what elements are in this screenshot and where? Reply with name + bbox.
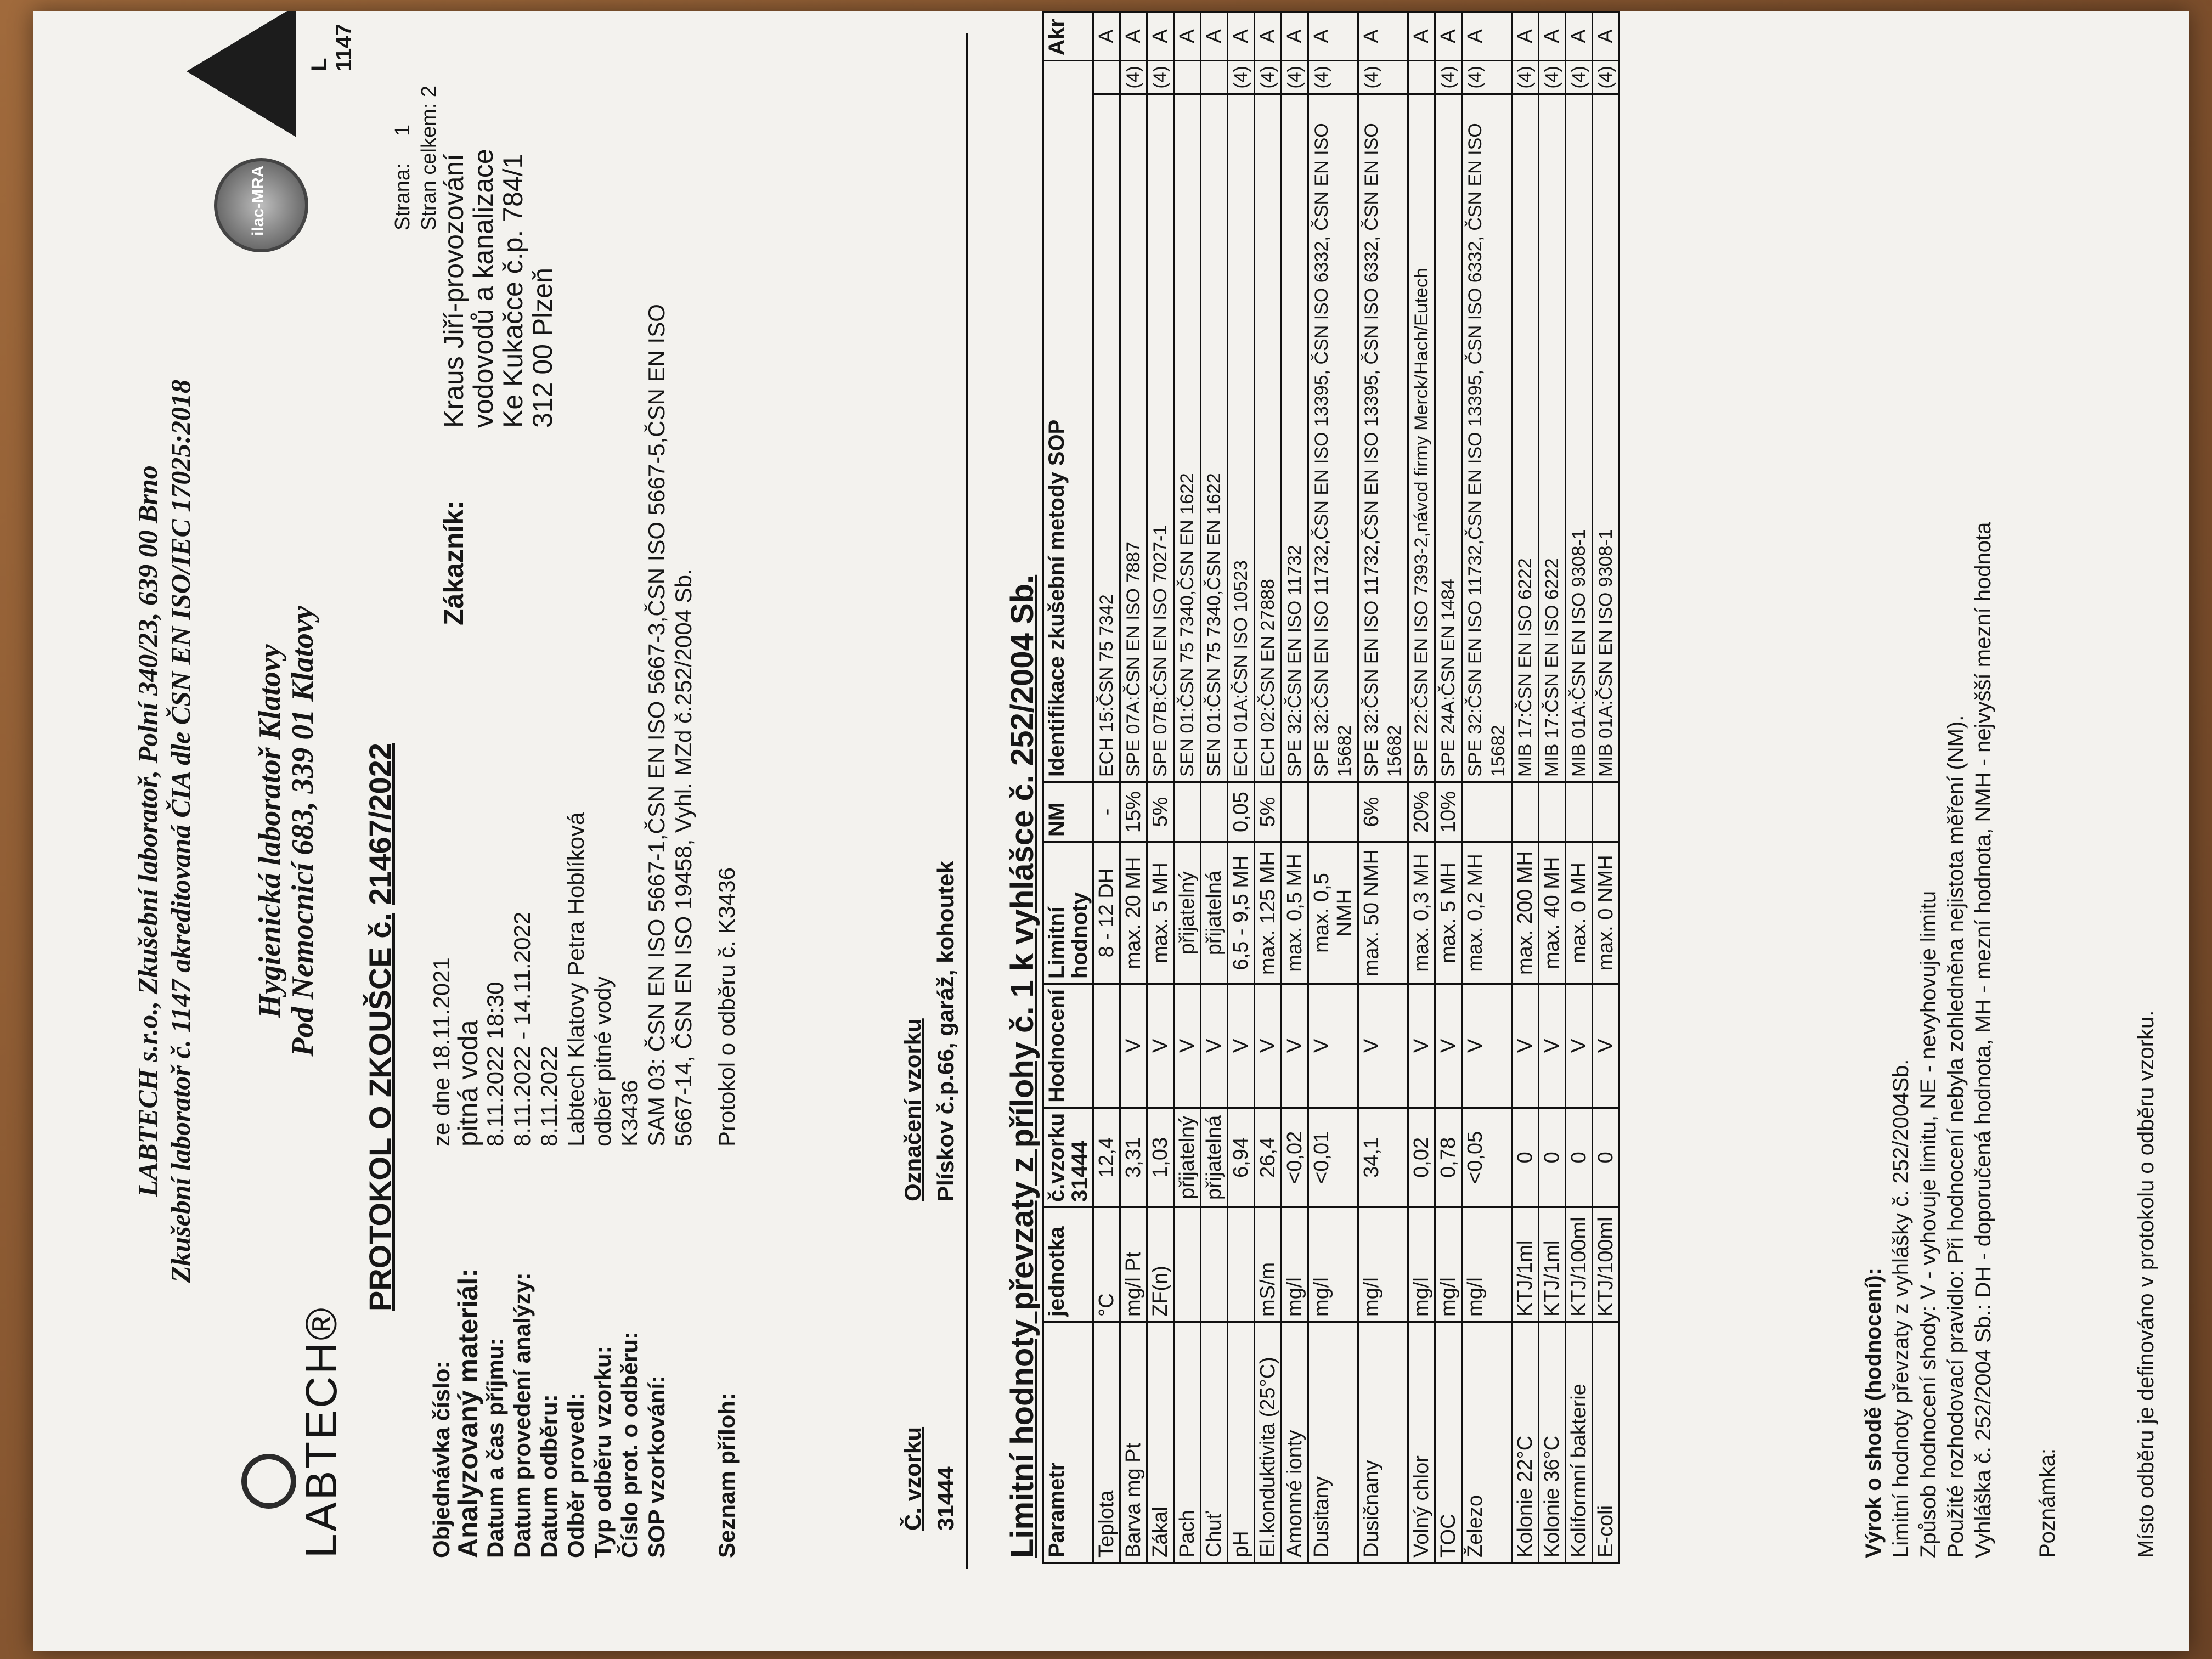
cell-nm [1512, 782, 1539, 842]
cell-nm [1201, 782, 1228, 842]
cell-method: SEN 01:ČSN 75 7340,ČSN EN 1622 [1174, 94, 1201, 782]
cell-method: MIB 01A:ČSN EN ISO 9308-1 [1593, 94, 1620, 782]
sample-label: Plískov č.p.66, garáž, kohoutek [933, 861, 958, 1201]
cell-evaluation: V [1539, 984, 1566, 1108]
col-nm: NM [1043, 782, 1093, 842]
cell-accreditation: A [1408, 12, 1435, 61]
cell-evaluation: V [1147, 984, 1174, 1108]
cell-unit: °C [1093, 1207, 1120, 1322]
col-unit: jednotka [1043, 1207, 1093, 1322]
verdict-block [1860, 522, 1997, 1558]
verdict-line: Použité rozhodovací pravidlo: Při hodnocení nebyla zohledněna nejistota měření (NM). [1944, 715, 1968, 1558]
cell-unit: KTJ/100ml [1566, 1207, 1593, 1322]
table-row [1147, 12, 1174, 1563]
cell-method: ECH 15:ČSN 75 7342 [1093, 94, 1120, 782]
meta-value: Protokol o odběru č. K3436 [714, 867, 740, 1147]
cell-accreditation: A [1462, 12, 1512, 61]
cell-parameter: Chuť [1201, 1322, 1228, 1563]
cell-method: ECH 01A:ČSN ISO 10523 [1228, 94, 1255, 782]
cell-accreditation: A [1282, 12, 1308, 61]
cell-ref: (4) [1255, 61, 1282, 94]
cell-evaluation: V [1282, 984, 1308, 1108]
cell-accreditation: A [1228, 12, 1255, 61]
cell-method: ECH 02:ČSN EN 27888 [1255, 94, 1282, 782]
cell-method: SPE 24A:ČSN EN 1484 [1435, 94, 1462, 782]
cell-value: <0,05 [1462, 1108, 1512, 1207]
cell-unit [1228, 1207, 1255, 1322]
customer-label: Zákazník: [438, 500, 469, 625]
protocol-title [362, 743, 398, 1311]
meta-value: odběr pitné vody [590, 976, 616, 1147]
cell-ref: (4) [1512, 61, 1539, 94]
sample-id: 31444 [933, 1466, 958, 1531]
pages-total-label: Stran celkem: [417, 103, 441, 230]
cell-parameter: E-coli [1593, 1322, 1620, 1563]
cell-accreditation: A [1593, 12, 1620, 61]
cell-value: <0,02 [1282, 1108, 1308, 1207]
lab-address: Pod Nemocnicí 683, 339 01 Klatovy [286, 606, 320, 1057]
meta-value: K3436 [617, 1080, 642, 1147]
cell-unit: mg/l [1358, 1207, 1408, 1322]
header-company-line: LABTECH s.r.o., Zkušební laboratoř, Polní 340/23, 639 00 Brno [132, 465, 163, 1197]
meta-key: Seznam příloh: [714, 1392, 740, 1558]
cell-unit: mg/l [1408, 1207, 1435, 1322]
table-row [1255, 12, 1282, 1563]
meta-value: 8.11.2022 - 14.11.2022 [509, 911, 535, 1147]
cell-value: 26,4 [1255, 1108, 1282, 1207]
cell-accreditation: A [1120, 12, 1147, 61]
col-sample-value: č.vzorku 31444 [1043, 1108, 1093, 1207]
cell-method: SPE 32:ČSN EN ISO 11732,ČSN EN ISO 13395, ČSN ISO 6332, ČSN EN ISO 15682 [1308, 94, 1358, 782]
cell-unit: mg/l [1462, 1207, 1512, 1322]
cell-unit: ZF(n) [1147, 1207, 1174, 1322]
meta-value: SAM 03: ČSN EN ISO 5667-1,ČSN EN ISO 5667-3,ČSN ISO 5667-5,ČSN EN ISO 5667-14, ČSN EN ISO 19458, Vyhl. MZd č.252/2004 Sb. [644, 304, 696, 1147]
cell-nm: 0,05 [1228, 782, 1255, 842]
page-value: 1 [391, 124, 414, 137]
cell-ref: (4) [1539, 61, 1566, 94]
sample-id-header: Č. vzorku [900, 1426, 926, 1531]
verdict-line: Způsob hodnocení shody: V - vyhovuje limitu, NE - nevyhovuje limitu [1916, 890, 1940, 1558]
meta-row [616, 269, 643, 1558]
cia-code: L 1147 [307, 24, 356, 71]
protocol-label: PROTOKOL O ZKOUŠCE č. [363, 912, 397, 1311]
cell-value: 0,78 [1435, 1108, 1462, 1207]
cell-value: 1,03 [1147, 1108, 1174, 1207]
cell-parameter: TOC [1435, 1322, 1462, 1563]
note-label: Poznámka: [2035, 1448, 2059, 1558]
cell-limit: max. 125 MH [1255, 842, 1282, 984]
cell-evaluation: V [1174, 984, 1201, 1108]
pages-total-value: 2 [417, 85, 441, 98]
meta-value: ze dne 18.11.2021 [428, 957, 454, 1147]
ilac-mra-badge-icon [214, 158, 308, 252]
table-row [1539, 12, 1566, 1563]
cell-method: SPE 32:ČSN EN ISO 11732,ČSN EN ISO 13395, ČSN ISO 6332, ČSN EN ISO 15682 [1462, 94, 1512, 782]
cell-limit: 8 - 12 DH [1093, 842, 1120, 984]
meta-value: 8.11.2022 [536, 1046, 562, 1147]
cell-unit: mg/l [1435, 1207, 1462, 1322]
meta-key: Datum odběru: [536, 1394, 562, 1558]
meta-key: Odběr provedl: [563, 1392, 589, 1558]
cell-method: SPE 32:ČSN EN ISO 11732,ČSN EN ISO 13395, ČSN ISO 6332, ČSN EN ISO 15682 [1358, 94, 1408, 782]
cell-parameter: El.konduktivita (25°C) [1255, 1322, 1282, 1563]
meta-row [713, 269, 740, 1558]
cell-value: 0,02 [1408, 1108, 1435, 1207]
cell-limit: max. 5 MH [1435, 842, 1462, 984]
cell-nm [1539, 782, 1566, 842]
cell-ref: (4) [1228, 61, 1255, 94]
table-row [1358, 12, 1408, 1563]
cell-evaluation: V [1358, 984, 1408, 1108]
meta-value: 8.11.2022 18:30 [482, 981, 508, 1147]
table-row [1512, 12, 1539, 1563]
customer-block [439, 44, 557, 625]
table-row [1593, 12, 1620, 1563]
cell-accreditation: A [1174, 12, 1201, 61]
cell-nm [1462, 782, 1512, 842]
cell-nm: 5% [1255, 782, 1282, 842]
meta-row [643, 269, 697, 1558]
table-row [1308, 12, 1358, 1563]
cell-value: <0,01 [1308, 1108, 1358, 1207]
cell-method: SPE 22:ČSN EN ISO 7393-2,návod firmy Merck/Hach/Eutech [1408, 94, 1435, 782]
cell-unit [1201, 1207, 1228, 1322]
cell-value: přijatelná [1201, 1108, 1228, 1207]
cell-limit: max. 40 MH [1539, 842, 1566, 984]
verdict-title: Výrok o shodě (hodnocení): [1861, 1268, 1886, 1558]
cell-accreditation: A [1201, 12, 1228, 61]
cell-evaluation [1093, 984, 1120, 1108]
cell-parameter: Kolonie 36°C [1539, 1322, 1566, 1563]
cell-nm: 20% [1408, 782, 1435, 842]
table-row [1282, 12, 1308, 1563]
sample-label-header: Označení vzorku [900, 1018, 926, 1201]
cell-parameter: Volný chlor [1408, 1322, 1435, 1563]
col-accreditation: Akr [1043, 12, 1093, 61]
cell-value: 0 [1512, 1108, 1539, 1207]
cell-method: SEN 01:ČSN 75 7340,ČSN EN 1622 [1201, 94, 1228, 782]
table-row [1435, 12, 1462, 1563]
cia-accreditation-icon [187, 11, 296, 137]
table-row [1120, 12, 1147, 1563]
page-label: Strana: [391, 163, 414, 230]
cell-nm: 6% [1358, 782, 1408, 842]
cell-method: MIB 17:ČSN EN ISO 6222 [1512, 94, 1539, 782]
cell-method: SPE 07A:ČSN EN ISO 7887 [1120, 94, 1147, 782]
cell-evaluation: V [1566, 984, 1593, 1108]
cell-parameter: Zákal [1147, 1322, 1174, 1563]
sampling-place-note: Místo odběru je definováno v protokolu o odběru vzorku. [2134, 1010, 2158, 1558]
meta-value: pitná voda [453, 1020, 483, 1147]
page-info [390, 86, 442, 230]
header-accreditation-line: Zkušební laboratoř č. 1147 akreditovaná ČIA dle ČSN EN ISO/IEC 17025:2018 [165, 379, 196, 1283]
cell-nm [1282, 782, 1308, 842]
cell-limit: max. 5 MH [1147, 842, 1174, 984]
cell-limit: přijatelná [1201, 842, 1228, 984]
cell-ref: (4) [1282, 61, 1308, 94]
cell-nm [1593, 782, 1620, 842]
table-header-row [1043, 12, 1093, 1563]
protocol-number: 21467/2022 [363, 743, 397, 905]
cell-value: 6,94 [1228, 1108, 1255, 1207]
customer-line: Ke Kukačce č.p. 784/1 [498, 153, 528, 428]
cell-ref: (4) [1593, 61, 1620, 94]
customer-line: Kraus Jiří-provozování vodovodů a kanalizace [438, 149, 499, 428]
cell-value: 12,4 [1093, 1108, 1120, 1207]
cell-accreditation: A [1435, 12, 1462, 61]
verdict-line: Limitní hodnoty převzaty z vyhlášky č. 252/2004Sb. [1889, 1059, 1913, 1558]
col-limit: Limitní hodnoty [1043, 842, 1093, 984]
table-row [1462, 12, 1512, 1563]
cell-ref: (4) [1566, 61, 1593, 94]
cell-parameter: Barva mg Pt [1120, 1322, 1147, 1563]
table-row [1408, 12, 1435, 1563]
cell-method: MIB 17:ČSN EN ISO 6222 [1539, 94, 1566, 782]
divider [966, 33, 968, 1569]
cell-value: přijatelný [1174, 1108, 1201, 1207]
cell-parameter: Amonné ionty [1282, 1322, 1308, 1563]
cell-evaluation: V [1462, 984, 1512, 1108]
table-row [1174, 12, 1201, 1563]
cell-parameter: Teplota [1093, 1322, 1120, 1563]
results-table [1042, 11, 1620, 1564]
meta-row [562, 269, 589, 1558]
cell-nm: - [1093, 782, 1120, 842]
cell-parameter: Dusičnany [1358, 1322, 1408, 1563]
cell-nm [1308, 782, 1358, 842]
cell-evaluation: V [1255, 984, 1282, 1108]
cell-limit: přijatelný [1174, 842, 1201, 984]
cell-accreditation: A [1308, 12, 1358, 61]
cell-value: 0 [1593, 1108, 1620, 1207]
meta-key: SOP vzorkování: [644, 1375, 669, 1558]
cell-limit: max. 0,3 MH [1408, 842, 1435, 984]
cell-ref: (4) [1120, 61, 1147, 94]
cell-ref [1093, 61, 1120, 94]
cell-accreditation: A [1566, 12, 1593, 61]
verdict-line: Vyhláška č. 252/2004 Sb.: DH - doporučená hodnota, MH - mezní hodnota, NMH - nejvyšší mezní hodnota [1971, 522, 1995, 1558]
meta-key: Datum a čas příjmu: [482, 1338, 508, 1558]
labtech-logo-text: LABTECH® [297, 1306, 346, 1558]
cell-limit: max. 0 NMH [1593, 842, 1620, 984]
cell-ref [1201, 61, 1228, 94]
cell-evaluation: V [1308, 984, 1358, 1108]
cell-accreditation: A [1539, 12, 1566, 61]
cell-value: 34,1 [1358, 1108, 1408, 1207]
table-row [1228, 12, 1255, 1563]
ilac-badge-text: ilac-MRA [249, 165, 267, 236]
cell-nm: 5% [1147, 782, 1174, 842]
cell-unit: KTJ/1ml [1512, 1207, 1539, 1322]
meta-row [589, 269, 616, 1558]
cell-evaluation: V [1408, 984, 1435, 1108]
table-row [1093, 12, 1120, 1563]
cell-method: MIB 01A:ČSN EN ISO 9308-1 [1566, 94, 1593, 782]
cell-accreditation: A [1147, 12, 1174, 61]
cell-limit: max. 200 MH [1512, 842, 1539, 984]
cell-unit: mg/l [1308, 1207, 1358, 1322]
meta-key: Analyzovaný materiál: [453, 1268, 483, 1558]
cell-parameter: Koliformní bakterie [1566, 1322, 1593, 1563]
cell-unit [1174, 1207, 1201, 1322]
meta-key: Objednávka číslo: [428, 1361, 454, 1558]
cell-ref [1174, 61, 1201, 94]
protocol-page [33, 11, 2189, 1651]
cell-ref: (4) [1147, 61, 1174, 94]
col-method: Identifikace zkušební metody SOP [1043, 61, 1093, 782]
cell-ref: (4) [1435, 61, 1462, 94]
cell-parameter: Železo [1462, 1322, 1512, 1563]
col-evaluation: Hodnocení [1043, 984, 1093, 1108]
meta-key: Datum provedení analýzy: [509, 1272, 535, 1558]
cell-value: 3,31 [1120, 1108, 1147, 1207]
cell-method: SPE 07B:ČSN EN ISO 7027-1 [1147, 94, 1174, 782]
cell-ref: (4) [1358, 61, 1408, 94]
cell-parameter: pH [1228, 1322, 1255, 1563]
cell-parameter: Kolonie 22°C [1512, 1322, 1539, 1563]
cell-accreditation: A [1358, 12, 1408, 61]
table-row [1201, 12, 1228, 1563]
meta-value: Labtech Klatovy Petra Hoblíková [563, 812, 589, 1147]
cell-parameter: Pach [1174, 1322, 1201, 1563]
cell-ref: (4) [1308, 61, 1358, 94]
cell-limit: max. 0,2 MH [1462, 842, 1512, 984]
cell-parameter: Dusitany [1308, 1322, 1358, 1563]
col-parameter: Parametr [1043, 1322, 1093, 1563]
cell-limit: max. 50 NMH [1358, 842, 1408, 984]
cell-limit: max. 0,5 MH [1282, 842, 1308, 984]
meta-key: Typ odběru vzorku: [590, 1346, 616, 1558]
cell-accreditation: A [1512, 12, 1539, 61]
cell-unit: KTJ/100ml [1593, 1207, 1620, 1322]
cell-unit: KTJ/1ml [1539, 1207, 1566, 1322]
cell-accreditation: A [1255, 12, 1282, 61]
cell-value: 0 [1566, 1108, 1593, 1207]
cell-method: SPE 32:ČSN EN ISO 11732 [1282, 94, 1308, 782]
cell-unit: mS/m [1255, 1207, 1282, 1322]
cell-evaluation: V [1120, 984, 1147, 1108]
cell-nm [1174, 782, 1201, 842]
table-row [1566, 12, 1593, 1563]
cell-ref: (4) [1462, 61, 1512, 94]
cell-limit: 6,5 - 9,5 MH [1228, 842, 1255, 984]
cell-limit: max. 0 MH [1566, 842, 1593, 984]
cell-evaluation: V [1435, 984, 1462, 1108]
cell-unit: mg/l [1282, 1207, 1308, 1322]
cell-nm: 15% [1120, 782, 1147, 842]
lab-name: Hygienická laboratoř Klatovy [253, 644, 287, 1018]
cell-evaluation: V [1201, 984, 1228, 1108]
cell-accreditation: A [1093, 12, 1120, 61]
meta-key: Číslo prot. o odběru: [617, 1331, 642, 1558]
cell-ref [1408, 61, 1435, 94]
cell-nm [1566, 782, 1593, 842]
cell-evaluation: V [1228, 984, 1255, 1108]
cell-evaluation: V [1593, 984, 1620, 1108]
cell-nm: 10% [1435, 782, 1462, 842]
document-sheet [33, 11, 2189, 1651]
cell-limit: max. 20 MH [1120, 842, 1147, 984]
customer-line: 312 00 Plzeň [527, 268, 558, 428]
limits-title: Limitní hodnoty převzaty z přílohy č. 1 k vyhlášce č. 252/2004 Sb. [1005, 574, 1040, 1558]
cell-value: 0 [1539, 1108, 1566, 1207]
cell-limit: max. 0,5 NMH [1308, 842, 1358, 984]
cell-unit: mg/l Pt [1120, 1207, 1147, 1322]
cell-evaluation: V [1512, 984, 1539, 1108]
